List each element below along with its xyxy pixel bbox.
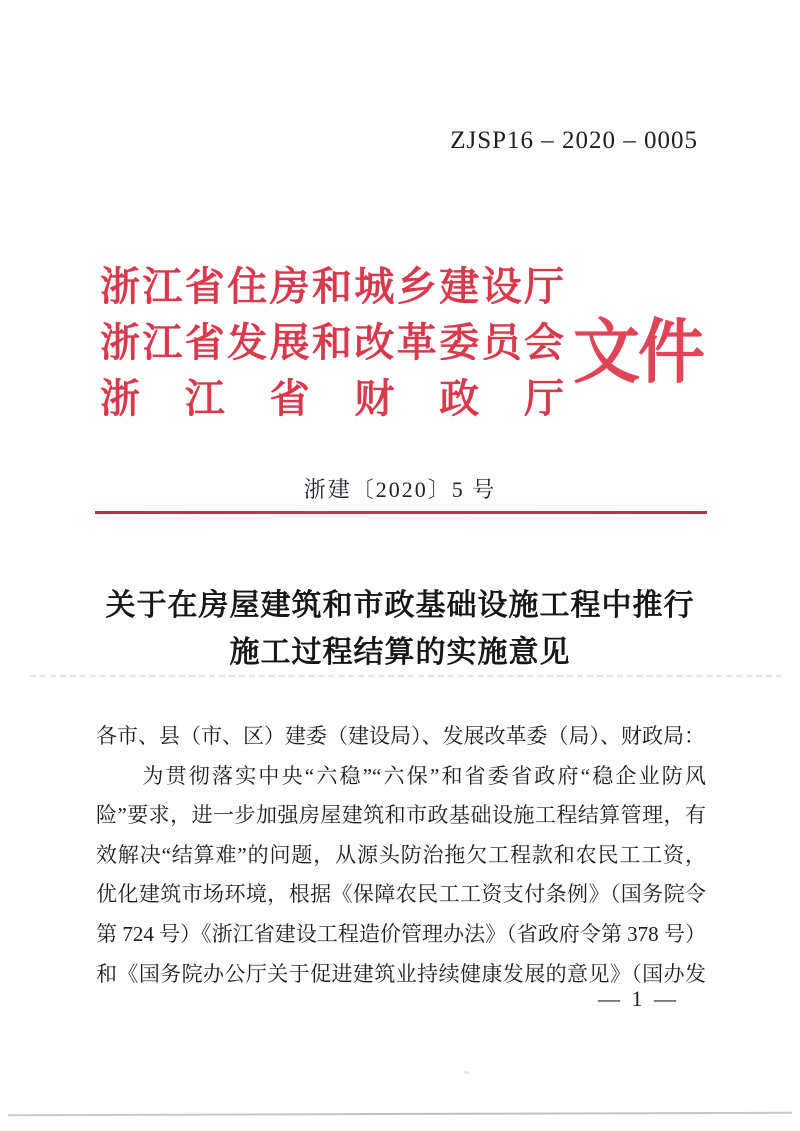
document-title-line-1: 关于在房屋建筑和市政基础设施工程中推行 — [105, 589, 695, 622]
page-number: — 1 — — [598, 986, 679, 1011]
scan-bottom-edge-line — [8, 1112, 792, 1116]
body-salutation: 各市、县（市、区）建委（建设局）、发展改革委（局）、财政局： — [96, 724, 705, 748]
agency-line-2: 浙江省发展和改革委员会 — [100, 320, 564, 365]
body-line: 为贯彻落实中央“六稳”“六保”和省委省政府“稳企业防风 — [96, 763, 706, 788]
letterhead-red-rule — [95, 511, 707, 514]
body-line: 效解决“结算难”的问题，从源头防治拖欠工程款和农民工工资， — [96, 842, 706, 867]
document-reference-code: ZJSP16 – 2020 – 0005 — [450, 127, 698, 154]
agency-line-3: 浙 江 省 财 政 厅 — [100, 376, 564, 421]
document-issue-number: 浙建〔2020〕5 号 — [303, 477, 497, 502]
document-title — [0, 582, 800, 676]
document-body — [96, 717, 706, 994]
letterhead-agencies — [100, 259, 564, 427]
body-line: 优化建筑市场环境，根据《保障农民工工资支付条例》（国务院令 — [96, 882, 706, 907]
body-line: 和《国务院办公厅关于促进建筑业持续健康发展的意见》（国办发 — [96, 961, 706, 986]
doc-type-wenjian-mark: 文件 — [573, 314, 703, 392]
scan-artifact-line — [30, 675, 782, 677]
body-line: 第 724 号）《浙江省建设工程造价管理办法》（省政府令第 378 号） — [96, 921, 706, 946]
scan-speck — [320, 659, 324, 662]
body-line: 险”要求，进一步加强房屋建筑和市政基础设施工程结算管理，有 — [96, 803, 706, 828]
agency-line-1: 浙江省住房和城乡建设厅 — [100, 264, 564, 309]
document-title-line-2: 施工过程结算的实施意见 — [229, 636, 571, 669]
scan-speck — [464, 1071, 469, 1074]
